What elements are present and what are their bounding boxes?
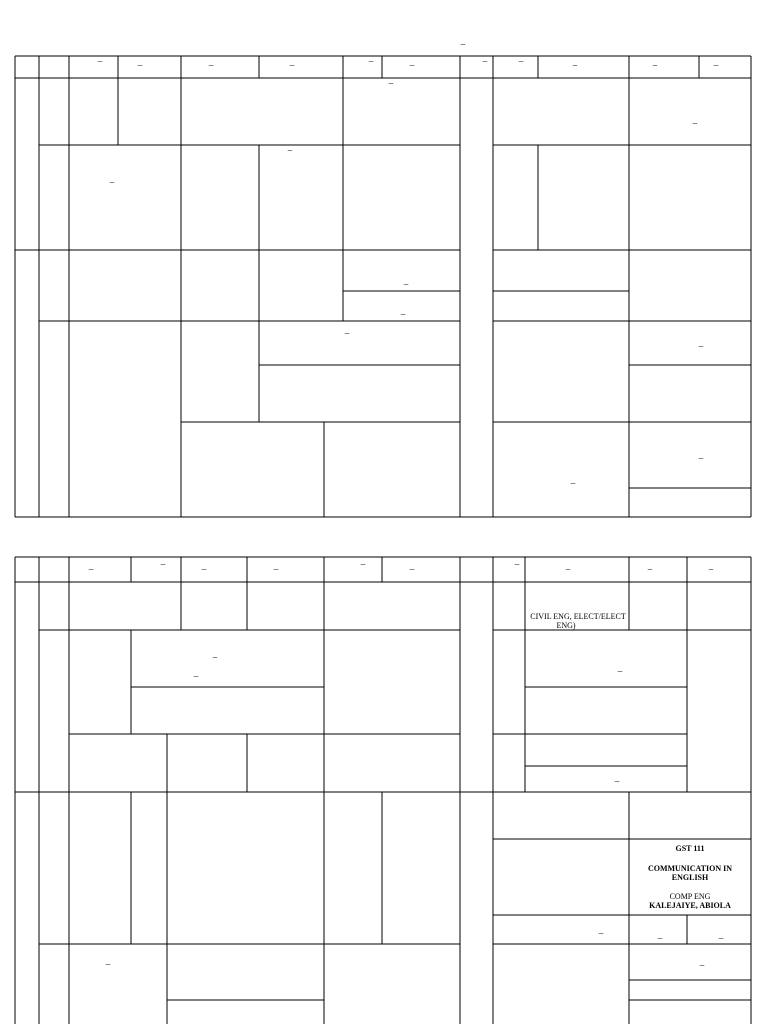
header-placeholder: – bbox=[647, 564, 653, 574]
course-lecturer: KALEJAIYE, ABIOLA bbox=[649, 901, 731, 910]
header-placeholder: – bbox=[208, 60, 214, 70]
cell-placeholder: – bbox=[598, 928, 604, 938]
course-department: COMP ENG bbox=[669, 892, 711, 901]
timetable-grid-2 bbox=[15, 557, 751, 1024]
cell-placeholder: – bbox=[109, 177, 115, 187]
header-placeholder: – bbox=[652, 60, 658, 70]
header-placeholder: – bbox=[160, 559, 166, 569]
timetable-1-placeholders bbox=[97, 39, 719, 488]
header-placeholder: – bbox=[572, 60, 578, 70]
cell-placeholder: – bbox=[570, 478, 576, 488]
course-title-line-1: COMMUNICATION IN bbox=[647, 864, 733, 873]
cell-placeholder: – bbox=[287, 145, 293, 155]
header-placeholder: – bbox=[88, 564, 94, 574]
civil-eng-line-1: CIVIL ENG, ELECT/ELECT bbox=[530, 612, 626, 621]
civil-eng-line-2: ENG) bbox=[556, 621, 576, 630]
cell-placeholder: – bbox=[388, 78, 394, 88]
course-title-line-2: ENGLISH bbox=[671, 873, 709, 882]
cell-placeholder: – bbox=[344, 328, 350, 338]
header-placeholder: – bbox=[565, 564, 571, 574]
timetable-grid-1 bbox=[15, 56, 751, 517]
cell-placeholder: – bbox=[617, 666, 623, 676]
civil-eng-cell bbox=[530, 612, 626, 630]
header-placeholder: – bbox=[360, 559, 366, 569]
cell-placeholder: – bbox=[614, 776, 620, 786]
header-placeholder: – bbox=[201, 564, 207, 574]
cell-placeholder: – bbox=[400, 309, 406, 319]
header-placeholder: – bbox=[518, 56, 524, 66]
header-placeholder: – bbox=[97, 56, 103, 66]
cell-placeholder: – bbox=[212, 652, 218, 662]
cell-placeholder: – bbox=[692, 118, 698, 128]
table-title-placeholder: – bbox=[460, 39, 466, 49]
header-placeholder: – bbox=[137, 60, 143, 70]
header-placeholder: – bbox=[514, 559, 520, 569]
cell-placeholder: – bbox=[718, 933, 724, 943]
header-placeholder: – bbox=[708, 564, 714, 574]
cell-placeholder: – bbox=[698, 341, 704, 351]
header-placeholder: – bbox=[368, 56, 374, 66]
cell-placeholder: – bbox=[403, 279, 409, 289]
cell-placeholder: – bbox=[105, 959, 111, 969]
cell-placeholder: – bbox=[193, 671, 199, 681]
header-placeholder: – bbox=[713, 60, 719, 70]
timetable-2-placeholders bbox=[88, 559, 724, 970]
gst-111-cell bbox=[648, 844, 732, 910]
cell-placeholder: – bbox=[699, 960, 705, 970]
course-code: GST 111 bbox=[675, 844, 705, 853]
header-placeholder: – bbox=[409, 564, 415, 574]
cell-placeholder: – bbox=[698, 453, 704, 463]
header-placeholder: – bbox=[409, 60, 415, 70]
header-placeholder: – bbox=[289, 60, 295, 70]
header-placeholder: – bbox=[482, 56, 488, 66]
cell-placeholder: – bbox=[657, 933, 663, 943]
header-placeholder: – bbox=[273, 564, 279, 574]
